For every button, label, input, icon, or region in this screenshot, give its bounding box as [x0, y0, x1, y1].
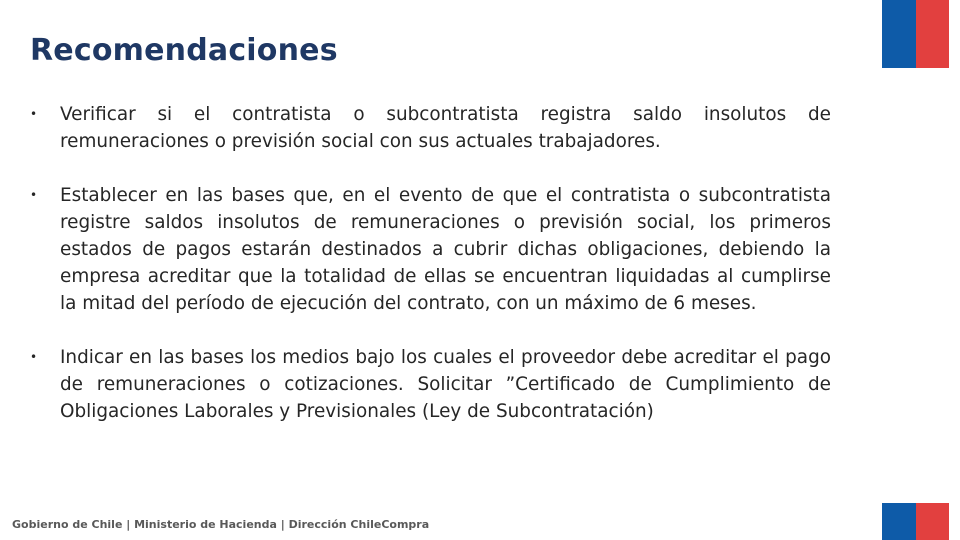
bullet-marker: •: [30, 107, 38, 121]
slide-title: Recomendaciones: [30, 33, 338, 68]
bullet-list: [30, 101, 831, 452]
flag-red-band: [916, 0, 949, 68]
flag-blue-band: [882, 503, 916, 540]
bullet-text: Establecer en las bases que, en el evento de que el contratista o subcontratista registre saldos insolutos de remuneraciones o previsión social, los primeros estados de pagos estarán destinados a cubrir dichas obligaciones, debiendo la empresa acreditar que la totalidad de ellas se encuentran liquidadas al cumplirse la mitad del período de ejecución del contrato, con un máximo de 6 meses.: [60, 185, 831, 314]
bullet-item: [30, 344, 831, 425]
bullet-item: [30, 101, 831, 155]
flag-blue-band: [882, 0, 916, 68]
bullet-text: Verificar si el contratista o subcontratista registra saldo insolutos de remuneraciones o previsión social con sus actuales trabajadores.: [60, 104, 831, 152]
bullet-text: Indicar en las bases los medios bajo los cuales el proveedor debe acreditar el pago de remuneraciones o cotizaciones. Solicitar ”Certificado de Cumplimiento de Obligaciones Laborales y Previsionales (Ley de Subcontratación): [60, 347, 831, 422]
bullet-marker: •: [30, 188, 38, 202]
chile-flag-stripe-top: [882, 0, 949, 68]
footer-text: Gobierno de Chile | Ministerio de Hacienda | Dirección ChileCompra: [12, 518, 430, 531]
bullet-item: [30, 182, 831, 317]
chile-flag-stripe-bottom: [882, 503, 949, 540]
bullet-marker: •: [30, 350, 38, 364]
flag-red-band: [916, 503, 949, 540]
